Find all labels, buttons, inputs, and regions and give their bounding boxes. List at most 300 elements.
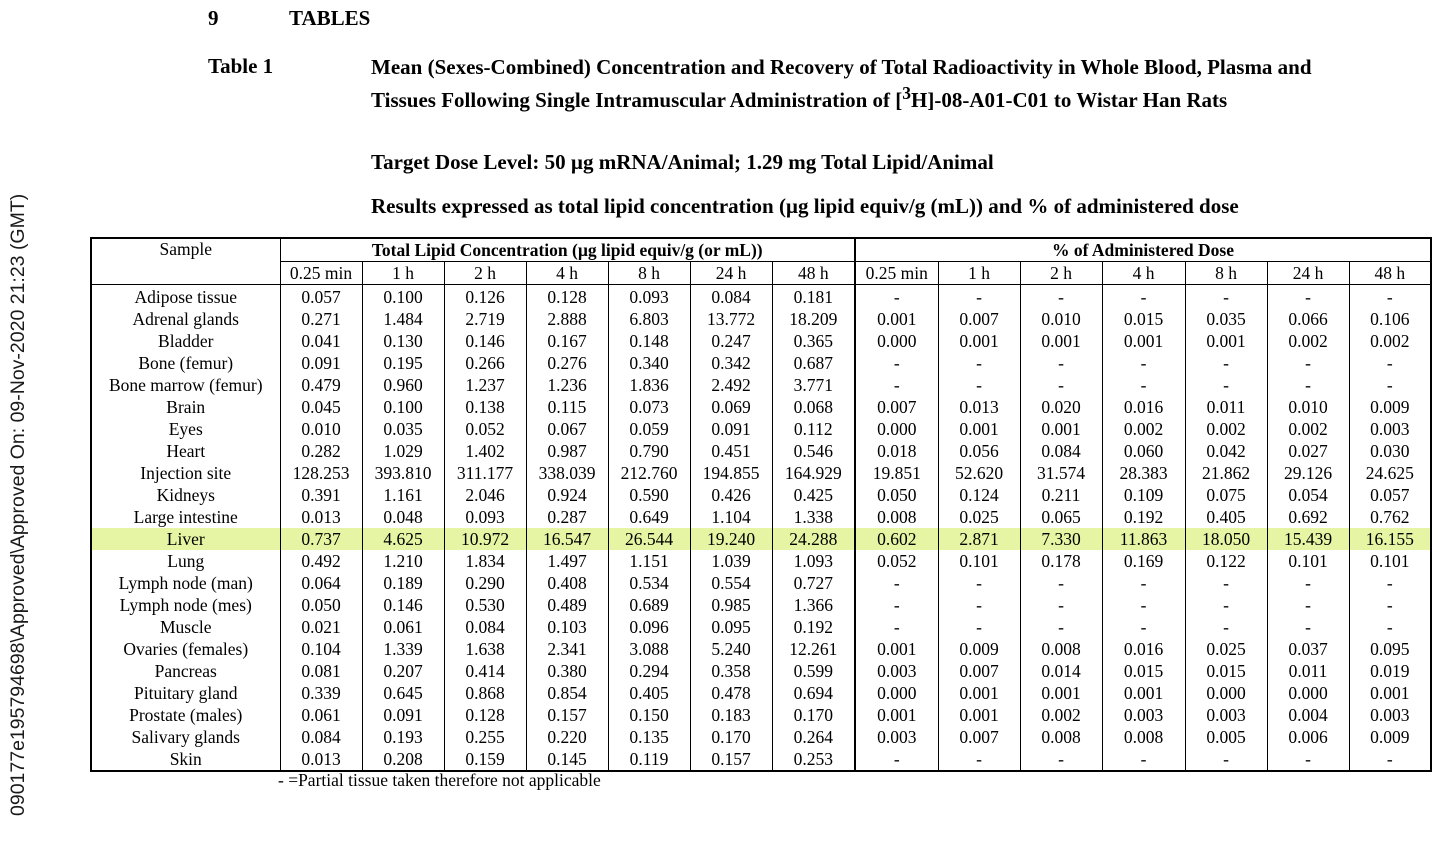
concentration-cell: 0.266 — [444, 352, 526, 374]
dose-percent-cell: 0.101 — [1267, 550, 1349, 572]
dose-percent-cell: 0.042 — [1185, 440, 1267, 462]
dose-percent-cell: 0.001 — [1102, 330, 1185, 352]
dose-percent-cell: 0.001 — [855, 308, 938, 330]
dose-percent-cell: - — [938, 352, 1020, 374]
concentration-cell: 0.145 — [526, 748, 608, 771]
concentration-cell: 0.064 — [280, 572, 362, 594]
sample-name-cell: Kidneys — [91, 484, 280, 506]
dose-percent-cell: - — [1349, 352, 1431, 374]
dose-percent-cell: - — [855, 352, 938, 374]
concentration-cell: 0.128 — [526, 285, 608, 309]
concentration-cell: 1.366 — [772, 594, 855, 616]
dose-percent-cell: - — [1102, 748, 1185, 771]
concentration-cell: 1.497 — [526, 550, 608, 572]
dose-percent-cell: 0.001 — [1102, 682, 1185, 704]
concentration-cell: 0.960 — [362, 374, 444, 396]
dose-percent-cell: 0.001 — [1020, 418, 1102, 440]
concentration-cell: 0.599 — [772, 660, 855, 682]
table-header — [91, 238, 1431, 285]
dose-percent-cell: - — [1349, 594, 1431, 616]
dose-percent-cell: - — [855, 572, 938, 594]
dose-percent-cell: 18.050 — [1185, 528, 1267, 550]
concentration-cell: 0.103 — [526, 616, 608, 638]
dose-percent-cell: 0.052 — [855, 550, 938, 572]
concentration-cell: 0.365 — [772, 330, 855, 352]
dose-percent-cell: 0.000 — [855, 330, 938, 352]
dose-percent-cell: 0.018 — [855, 440, 938, 462]
dose-percent-cell: 0.008 — [1020, 638, 1102, 660]
concentration-cell: 1.836 — [608, 374, 690, 396]
table-row — [91, 462, 1431, 484]
dose-percent-cell: 0.000 — [1185, 682, 1267, 704]
table-row — [91, 506, 1431, 528]
concentration-cell: 0.096 — [608, 616, 690, 638]
concentration-cell: 0.492 — [280, 550, 362, 572]
dose-percent-cell: - — [1102, 616, 1185, 638]
concentration-cell: 0.091 — [362, 704, 444, 726]
dose-percent-cell: 0.002 — [1020, 704, 1102, 726]
concentration-cell: 0.339 — [280, 682, 362, 704]
dose-percent-cell: - — [1185, 285, 1267, 309]
concentration-cell: 1.161 — [362, 484, 444, 506]
concentration-cell: 0.128 — [444, 704, 526, 726]
concentration-cell: 0.115 — [526, 396, 608, 418]
concentration-cell: 0.170 — [690, 726, 772, 748]
dose-percent-cell: 0.050 — [855, 484, 938, 506]
dose-percent-cell: 0.001 — [1185, 330, 1267, 352]
concentration-cell: 0.181 — [772, 285, 855, 309]
concentration-cell: 0.290 — [444, 572, 526, 594]
table-row — [91, 726, 1431, 748]
concentration-cell: 311.177 — [444, 462, 526, 484]
dose-percent-cell: - — [1267, 748, 1349, 771]
dose-percent-cell: - — [1020, 616, 1102, 638]
dose-percent-cell: 0.009 — [1349, 396, 1431, 418]
timepoint-header-row — [91, 262, 1431, 285]
sample-name-cell: Lung — [91, 550, 280, 572]
dose-percent-cell: 0.054 — [1267, 484, 1349, 506]
concentration-cell: 0.924 — [526, 484, 608, 506]
concentration-cell: 0.146 — [362, 594, 444, 616]
dose-percent-cell: 0.106 — [1349, 308, 1431, 330]
concentration-cell: 1.093 — [772, 550, 855, 572]
concentration-cell: 0.167 — [526, 330, 608, 352]
concentration-cell: 164.929 — [772, 462, 855, 484]
concentration-cell: 13.772 — [690, 308, 772, 330]
concentration-cell: 1.338 — [772, 506, 855, 528]
concentration-cell: 0.554 — [690, 572, 772, 594]
dose-percent-cell: 0.003 — [855, 726, 938, 748]
dose-percent-cell: - — [938, 616, 1020, 638]
dose-percent-cell: 0.002 — [1185, 418, 1267, 440]
concentration-cell: 1.210 — [362, 550, 444, 572]
dose-percent-cell: 0.178 — [1020, 550, 1102, 572]
concentration-cell: 0.405 — [608, 682, 690, 704]
dose-percent-cell: - — [1102, 285, 1185, 309]
dose-percent-cell: 0.005 — [1185, 726, 1267, 748]
dose-percent-cell: 0.001 — [1020, 330, 1102, 352]
dose-percent-cell: 0.122 — [1185, 550, 1267, 572]
concentration-cell: 194.855 — [690, 462, 772, 484]
dose-percent-cell: 0.008 — [1020, 726, 1102, 748]
conc-timepoint-header: 4 h — [526, 262, 608, 285]
concentration-cell: 0.530 — [444, 594, 526, 616]
dose-percent-cell: 0.065 — [1020, 506, 1102, 528]
conc-timepoint-header: 1 h — [362, 262, 444, 285]
concentration-cell: 1.339 — [362, 638, 444, 660]
concentration-cell: 0.057 — [280, 285, 362, 309]
dose-percent-cell: 0.016 — [1102, 638, 1185, 660]
concentration-cell: 0.426 — [690, 484, 772, 506]
concentration-cell: 0.255 — [444, 726, 526, 748]
dose-percent-cell: - — [855, 616, 938, 638]
concentration-cell: 2.888 — [526, 308, 608, 330]
dose-percent-cell: - — [938, 374, 1020, 396]
concentration-cell: 0.408 — [526, 572, 608, 594]
concentration-cell: 0.067 — [526, 418, 608, 440]
dose-percent-cell: - — [855, 374, 938, 396]
concentration-cell: 0.192 — [772, 616, 855, 638]
dose-percent-cell: 0.057 — [1349, 484, 1431, 506]
concentration-cell: 0.193 — [362, 726, 444, 748]
dose-percent-cell: 29.126 — [1267, 462, 1349, 484]
concentration-cell: 0.084 — [280, 726, 362, 748]
dose-percent-cell: 0.007 — [938, 660, 1020, 682]
conc-timepoint-header: 0.25 min — [280, 262, 362, 285]
concentration-cell: 0.253 — [772, 748, 855, 771]
concentration-cell: 4.625 — [362, 528, 444, 550]
concentration-cell: 0.100 — [362, 285, 444, 309]
concentration-cell: 0.138 — [444, 396, 526, 418]
concentration-cell: 0.159 — [444, 748, 526, 771]
table-row — [91, 572, 1431, 594]
concentration-cell: 0.170 — [772, 704, 855, 726]
concentration-cell: 0.987 — [526, 440, 608, 462]
table-row — [91, 484, 1431, 506]
dose-percent-cell: - — [1185, 616, 1267, 638]
dose-percent-cell: 24.625 — [1349, 462, 1431, 484]
concentration-cell: 0.189 — [362, 572, 444, 594]
dose-percent-cell: - — [1349, 374, 1431, 396]
sample-name-cell: Brain — [91, 396, 280, 418]
dose-percent-cell: - — [1102, 594, 1185, 616]
dose-percent-cell: 0.762 — [1349, 506, 1431, 528]
concentration-cell: 0.148 — [608, 330, 690, 352]
concentration-cell: 5.240 — [690, 638, 772, 660]
dose-percent-cell: 0.001 — [1349, 682, 1431, 704]
dose-percent-cell: 0.030 — [1349, 440, 1431, 462]
concentration-cell: 0.095 — [690, 616, 772, 638]
sample-name-cell: Prostate (males) — [91, 704, 280, 726]
dose-percent-cell: 0.014 — [1020, 660, 1102, 682]
table-row — [91, 285, 1431, 309]
concentration-cell: 1.638 — [444, 638, 526, 660]
concentration-cell: 2.341 — [526, 638, 608, 660]
table-row — [91, 352, 1431, 374]
dose-percent-cell: 0.008 — [1102, 726, 1185, 748]
dose-percent-cell: - — [1349, 748, 1431, 771]
concentration-cell: 0.157 — [690, 748, 772, 771]
dose-percent-cell: - — [938, 748, 1020, 771]
dose-percent-cell: - — [1267, 374, 1349, 396]
concentration-cell: 0.220 — [526, 726, 608, 748]
concentration-cell: 0.414 — [444, 660, 526, 682]
dose-percent-cell: 0.101 — [938, 550, 1020, 572]
dose-percent-cell: 0.006 — [1267, 726, 1349, 748]
dose-percent-cell: 0.001 — [938, 682, 1020, 704]
dose-percent-cell: - — [1267, 352, 1349, 374]
concentration-cell: 0.247 — [690, 330, 772, 352]
dose-percent-cell: 0.405 — [1185, 506, 1267, 528]
section-number: 9 — [208, 6, 219, 30]
dose-percent-cell: 0.001 — [938, 704, 1020, 726]
dose-percent-cell: 0.060 — [1102, 440, 1185, 462]
sample-name-cell: Skin — [91, 748, 280, 771]
dose-percent-cell: 19.851 — [855, 462, 938, 484]
table-label: Table 1 — [208, 54, 274, 78]
dose-percent-cell: 7.330 — [1020, 528, 1102, 550]
concentration-cell: 0.059 — [608, 418, 690, 440]
concentration-cell: 3.088 — [608, 638, 690, 660]
dose-timepoint-header: 0.25 min — [855, 262, 938, 285]
administered-dose-header: % of Administered Dose — [855, 238, 1431, 262]
dose-percent-cell: 0.007 — [938, 308, 1020, 330]
dose-percent-cell: 0.011 — [1185, 396, 1267, 418]
concentration-cell: 0.052 — [444, 418, 526, 440]
concentration-cell: 0.425 — [772, 484, 855, 506]
dose-percent-cell: - — [855, 285, 938, 309]
concentration-cell: 1.151 — [608, 550, 690, 572]
concentration-cell: 19.240 — [690, 528, 772, 550]
dose-percent-cell: - — [1349, 285, 1431, 309]
concentration-cell: 0.091 — [690, 418, 772, 440]
concentration-cell: 0.391 — [280, 484, 362, 506]
dose-percent-cell: - — [1267, 285, 1349, 309]
concentration-cell: 393.810 — [362, 462, 444, 484]
dose-percent-cell: 0.013 — [938, 396, 1020, 418]
dose-percent-cell: - — [1185, 374, 1267, 396]
concentration-cell: 6.803 — [608, 308, 690, 330]
concentration-cell: 1.104 — [690, 506, 772, 528]
table-row — [91, 638, 1431, 660]
concentration-cell: 0.271 — [280, 308, 362, 330]
dose-percent-cell: 0.010 — [1267, 396, 1349, 418]
dose-percent-cell: 0.003 — [1349, 418, 1431, 440]
dose-timepoint-header: 24 h — [1267, 262, 1349, 285]
dose-percent-cell: 0.001 — [1020, 682, 1102, 704]
dose-percent-cell: 0.025 — [1185, 638, 1267, 660]
concentration-cell: 0.084 — [690, 285, 772, 309]
dose-percent-cell: 0.009 — [938, 638, 1020, 660]
sample-name-cell: Eyes — [91, 418, 280, 440]
concentration-cell: 0.068 — [772, 396, 855, 418]
dose-percent-cell: 0.015 — [1102, 308, 1185, 330]
dose-percent-cell: 0.004 — [1267, 704, 1349, 726]
dose-percent-cell: 0.169 — [1102, 550, 1185, 572]
concentration-cell: 0.689 — [608, 594, 690, 616]
dose-percent-cell: - — [1267, 594, 1349, 616]
conc-timepoint-header: 48 h — [772, 262, 855, 285]
concentration-cell: 1.402 — [444, 440, 526, 462]
dose-percent-cell: 0.109 — [1102, 484, 1185, 506]
concentration-cell: 0.135 — [608, 726, 690, 748]
dose-percent-cell: - — [1102, 352, 1185, 374]
dose-percent-cell: 0.001 — [855, 704, 938, 726]
dose-percent-cell: 0.095 — [1349, 638, 1431, 660]
dose-percent-cell: - — [855, 748, 938, 771]
concentration-cell: 0.737 — [280, 528, 362, 550]
dose-percent-cell: - — [938, 285, 1020, 309]
concentration-cell: 0.081 — [280, 660, 362, 682]
sample-name-cell: Large intestine — [91, 506, 280, 528]
dose-percent-cell: 0.011 — [1267, 660, 1349, 682]
concentration-cell: 16.547 — [526, 528, 608, 550]
concentration-cell: 0.451 — [690, 440, 772, 462]
sample-name-cell: Liver — [91, 528, 280, 550]
dose-percent-cell: - — [1020, 594, 1102, 616]
concentration-cell: 0.207 — [362, 660, 444, 682]
concentration-cell: 0.021 — [280, 616, 362, 638]
concentration-cell: 0.649 — [608, 506, 690, 528]
concentration-cell: 0.100 — [362, 396, 444, 418]
dose-percent-cell: - — [938, 594, 1020, 616]
dose-percent-cell: 0.027 — [1267, 440, 1349, 462]
concentration-cell: 0.093 — [444, 506, 526, 528]
dose-percent-cell: 21.862 — [1185, 462, 1267, 484]
concentration-cell: 0.130 — [362, 330, 444, 352]
concentration-cell: 0.050 — [280, 594, 362, 616]
concentration-cell: 0.546 — [772, 440, 855, 462]
concentration-cell: 338.039 — [526, 462, 608, 484]
concentration-cell: 0.287 — [526, 506, 608, 528]
dose-percent-cell: 0.007 — [938, 726, 1020, 748]
dose-percent-cell: 0.192 — [1102, 506, 1185, 528]
dose-percent-cell: 28.383 — [1102, 462, 1185, 484]
concentration-cell: 0.868 — [444, 682, 526, 704]
dose-percent-cell: 0.015 — [1102, 660, 1185, 682]
data-table — [90, 237, 1432, 772]
dose-timepoint-header: 48 h — [1349, 262, 1431, 285]
concentration-cell: 0.093 — [608, 285, 690, 309]
concentration-cell: 0.489 — [526, 594, 608, 616]
approval-stamp: 090177e195794698\Approved\Approved On: 09-Nov-2020 21:23 (GMT) — [7, 193, 29, 816]
dose-percent-cell: - — [1185, 352, 1267, 374]
concentration-cell: 0.061 — [280, 704, 362, 726]
dose-percent-cell: - — [1102, 374, 1185, 396]
dose-percent-cell: 0.602 — [855, 528, 938, 550]
concentration-cell: 0.048 — [362, 506, 444, 528]
dose-percent-cell: 0.002 — [1349, 330, 1431, 352]
sample-name-cell: Lymph node (mes) — [91, 594, 280, 616]
concentration-cell: 0.119 — [608, 748, 690, 771]
dose-percent-cell: 0.066 — [1267, 308, 1349, 330]
sample-name-cell: Injection site — [91, 462, 280, 484]
table-row — [91, 418, 1431, 440]
dose-percent-cell: 0.000 — [855, 682, 938, 704]
concentration-cell: 0.854 — [526, 682, 608, 704]
target-dose-line: Target Dose Level: 50 µg mRNA/Animal; 1.29 mg Total Lipid/Animal — [371, 150, 994, 174]
concentration-cell: 0.358 — [690, 660, 772, 682]
dose-percent-cell: 0.003 — [1102, 704, 1185, 726]
table-row — [91, 396, 1431, 418]
caption-text-before: Mean (Sexes-Combined) Concentration and Recovery of Total Radioactivity in Whole Blood, Plasma and Tissues Following Single Intramuscular Administration of [ — [371, 55, 1312, 112]
concentration-cell: 1.039 — [690, 550, 772, 572]
concentration-cell: 0.084 — [444, 616, 526, 638]
concentration-cell: 0.694 — [772, 682, 855, 704]
sample-name-cell: Adipose tissue — [91, 285, 280, 309]
concentration-cell: 0.183 — [690, 704, 772, 726]
dose-percent-cell: 0.007 — [855, 396, 938, 418]
caption-superscript: 3 — [902, 83, 912, 103]
concentration-cell: 10.972 — [444, 528, 526, 550]
concentration-cell: 0.478 — [690, 682, 772, 704]
concentration-cell: 1.484 — [362, 308, 444, 330]
dose-percent-cell: - — [1267, 616, 1349, 638]
concentration-cell: 0.985 — [690, 594, 772, 616]
dose-percent-cell: 0.015 — [1185, 660, 1267, 682]
dose-percent-cell: - — [1267, 572, 1349, 594]
table-row — [91, 704, 1431, 726]
concentration-cell: 0.264 — [772, 726, 855, 748]
concentration-cell: 2.719 — [444, 308, 526, 330]
table-row — [91, 308, 1431, 330]
sample-name-cell: Pancreas — [91, 660, 280, 682]
table-row — [91, 660, 1431, 682]
concentration-cell: 0.687 — [772, 352, 855, 374]
dose-timepoint-header: 8 h — [1185, 262, 1267, 285]
dose-percent-cell: - — [1185, 572, 1267, 594]
dose-percent-cell: 11.863 — [1102, 528, 1185, 550]
concentration-cell: 1.236 — [526, 374, 608, 396]
dose-timepoint-header: 1 h — [938, 262, 1020, 285]
dose-percent-cell: - — [1185, 594, 1267, 616]
dose-percent-cell: 0.692 — [1267, 506, 1349, 528]
concentration-cell: 212.760 — [608, 462, 690, 484]
sample-name-cell: Ovaries (females) — [91, 638, 280, 660]
sample-name-cell: Adrenal glands — [91, 308, 280, 330]
concentration-cell: 1.237 — [444, 374, 526, 396]
table-row — [91, 550, 1431, 572]
table-row — [91, 374, 1431, 396]
table-body — [91, 285, 1431, 772]
concentration-cell: 0.727 — [772, 572, 855, 594]
concentration-cell: 0.041 — [280, 330, 362, 352]
concentration-cell: 0.282 — [280, 440, 362, 462]
total-lipid-concentration-header: Total Lipid Concentration (µg lipid equiv/g (or mL)) — [280, 238, 855, 262]
concentration-cell: 128.253 — [280, 462, 362, 484]
concentration-cell: 3.771 — [772, 374, 855, 396]
dose-percent-cell: 2.871 — [938, 528, 1020, 550]
concentration-cell: 0.157 — [526, 704, 608, 726]
conc-timepoint-header: 2 h — [444, 262, 526, 285]
dose-percent-cell: - — [1349, 572, 1431, 594]
concentration-cell: 0.590 — [608, 484, 690, 506]
sample-name-cell: Salivary glands — [91, 726, 280, 748]
sample-name-cell: Bladder — [91, 330, 280, 352]
dose-percent-cell: 52.620 — [938, 462, 1020, 484]
sample-name-cell: Muscle — [91, 616, 280, 638]
concentration-cell: 0.479 — [280, 374, 362, 396]
dose-percent-cell: 16.155 — [1349, 528, 1431, 550]
dose-percent-cell: - — [1020, 352, 1102, 374]
dose-percent-cell: 15.439 — [1267, 528, 1349, 550]
concentration-cell: 0.091 — [280, 352, 362, 374]
concentration-cell: 0.010 — [280, 418, 362, 440]
conc-timepoint-header: 8 h — [608, 262, 690, 285]
table-row — [91, 748, 1431, 771]
dose-percent-cell: 0.019 — [1349, 660, 1431, 682]
dose-percent-cell: 0.000 — [1267, 682, 1349, 704]
